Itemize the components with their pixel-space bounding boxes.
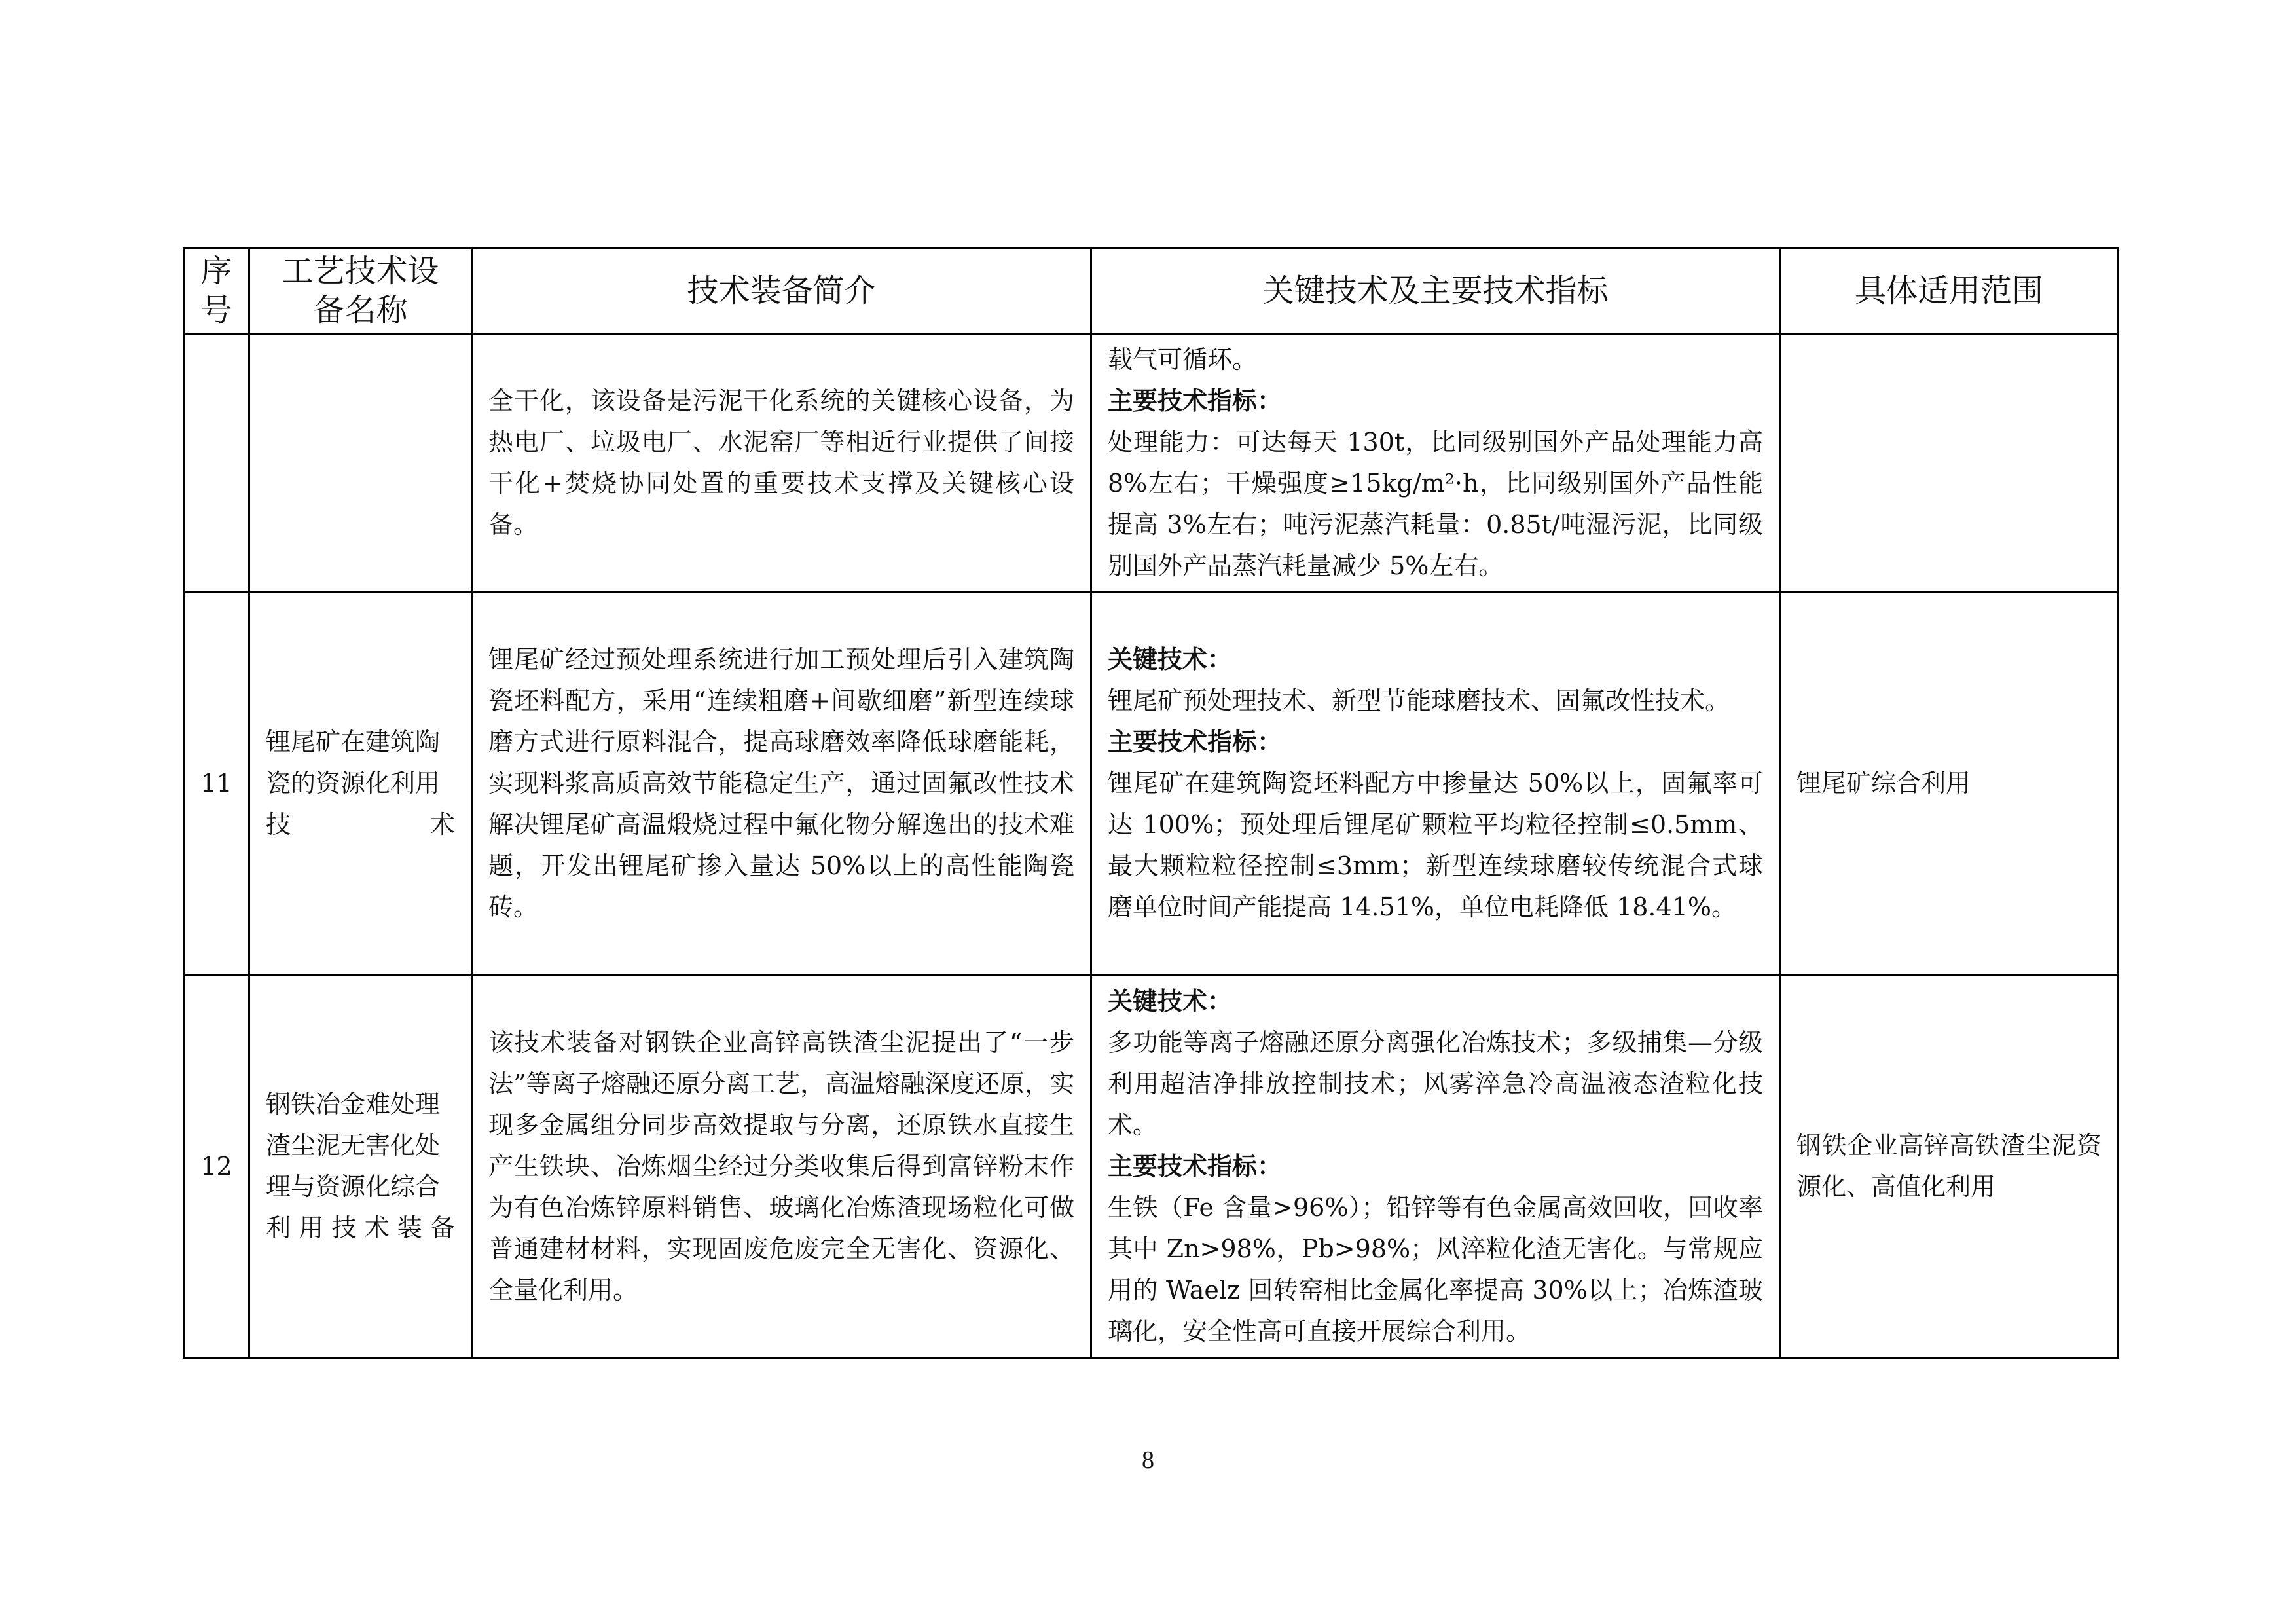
- main-indicators-label: 主要技术指标：: [1108, 386, 1283, 415]
- key-pre: 载气可循环。: [1108, 344, 1258, 374]
- table-row: [184, 592, 2119, 975]
- key-tech: 多功能等离子熔融还原分离强化冶炼技术；多级捕集—分级利用超洁净排放控制技术；风雾淬急冷高温液态渣粒化技术。: [1108, 1027, 1763, 1139]
- table-row: [184, 975, 2119, 1358]
- row-key: [1091, 975, 1780, 1358]
- row-scope: 钢铁企业高锌高铁渣尘泥资源化、高值化利用: [1780, 975, 2119, 1358]
- key-tech-label: 关键技术：: [1108, 644, 1233, 674]
- row-seq: 11: [184, 592, 249, 975]
- row-seq: 12: [184, 975, 249, 1358]
- main-indicators-label: 主要技术指标：: [1108, 1151, 1283, 1181]
- main-indicators-label: 主要技术指标：: [1108, 727, 1283, 756]
- row-scope: 锂尾矿综合利用: [1780, 592, 2119, 975]
- main-indicators: 锂尾矿在建筑陶瓷坯料配方中掺量达 50%以上，固氟率可达 100%；预处理后锂尾矿颗粒平均粒径控制≤0.5mm、最大颗粒粒径控制≤3mm；新型连续球磨较传统混合式球磨单位时间产能提高 14.51%，单位电耗降低 18.41%。: [1108, 768, 1763, 921]
- page-number: 8: [1142, 1447, 1154, 1474]
- header-row: [184, 248, 2119, 334]
- header-scope: 具体适用范围: [1780, 248, 2119, 334]
- row-seq: [184, 334, 249, 592]
- row-intro: 锂尾矿经过预处理系统进行加工预处理后引入建筑陶瓷坯料配方，采用“连续粗磨+间歇细磨”新型连续球磨方式进行原料混合，提高球磨效率降低球磨能耗，实现料浆高质高效节能稳定生产，通过固氟改性技术解决锂尾矿高温煅烧过程中氟化物分解逸出的技术难题，开发出锂尾矿掺入量达 50%以上的高性能陶瓷砖。: [472, 592, 1091, 975]
- row-intro: 该技术装备对钢铁企业高锌高铁渣尘泥提出了“一步法”等离子熔融还原分离工艺，高温熔融深度还原，实现多金属组分同步高效提取与分离，还原铁水直接生产生铁块、冶炼烟尘经过分类收集后得到富锌粉末作为有色冶炼锌原料销售、玻璃化冶炼渣现场粒化可做普通建材材料，实现固废危废完全无害化、资源化、全量化利用。: [472, 975, 1091, 1358]
- row-name: [249, 334, 472, 592]
- key-tech: 锂尾矿预处理技术、新型节能球磨技术、固氟改性技术。: [1108, 686, 1730, 715]
- row-intro: 全干化，该设备是污泥干化系统的关键核心设备，为热电厂、垃圾电厂、水泥窑厂等相近行业提供了间接干化+焚烧协同处置的重要技术支撑及关键核心设备。: [472, 334, 1091, 592]
- row-name: 锂尾矿在建筑陶瓷的资源化利用技术: [249, 592, 472, 975]
- main-indicators: 处理能力：可达每天 130t，比同级别国外产品处理能力高 8%左右；干燥强度≥15kg/m²·h，比同级别国外产品性能提高 3%左右；吨污泥蒸汽耗量：0.85t/吨湿污泥，比同级别国外产品蒸汽耗量减少 5%左右。: [1108, 427, 1763, 580]
- main-indicators: 生铁（Fe 含量>96%）；铅锌等有色金属高效回收，回收率其中 Zn>98%，Pb>98%；风淬粒化渣无害化。与常规应用的 Waelz 回转窑相比金属化率提高 30%以上；冶炼渣玻璃化，安全性高可直接开展综合利用。: [1108, 1192, 1763, 1346]
- table-row: [184, 334, 2119, 592]
- header-intro: 技术装备简介: [472, 248, 1091, 334]
- row-name: 钢铁冶金难处理渣尘泥无害化处理与资源化综合利用技术装备: [249, 975, 472, 1358]
- header-name: 工艺技术设备名称: [249, 248, 472, 334]
- row-key: [1091, 592, 1780, 975]
- row-key: [1091, 334, 1780, 592]
- header-key: 关键技术及主要技术指标: [1091, 248, 1780, 334]
- technology-table: [183, 247, 2119, 1359]
- key-tech-label: 关键技术：: [1108, 986, 1233, 1016]
- row-scope: [1780, 334, 2119, 592]
- header-seq: 序号: [184, 248, 249, 334]
